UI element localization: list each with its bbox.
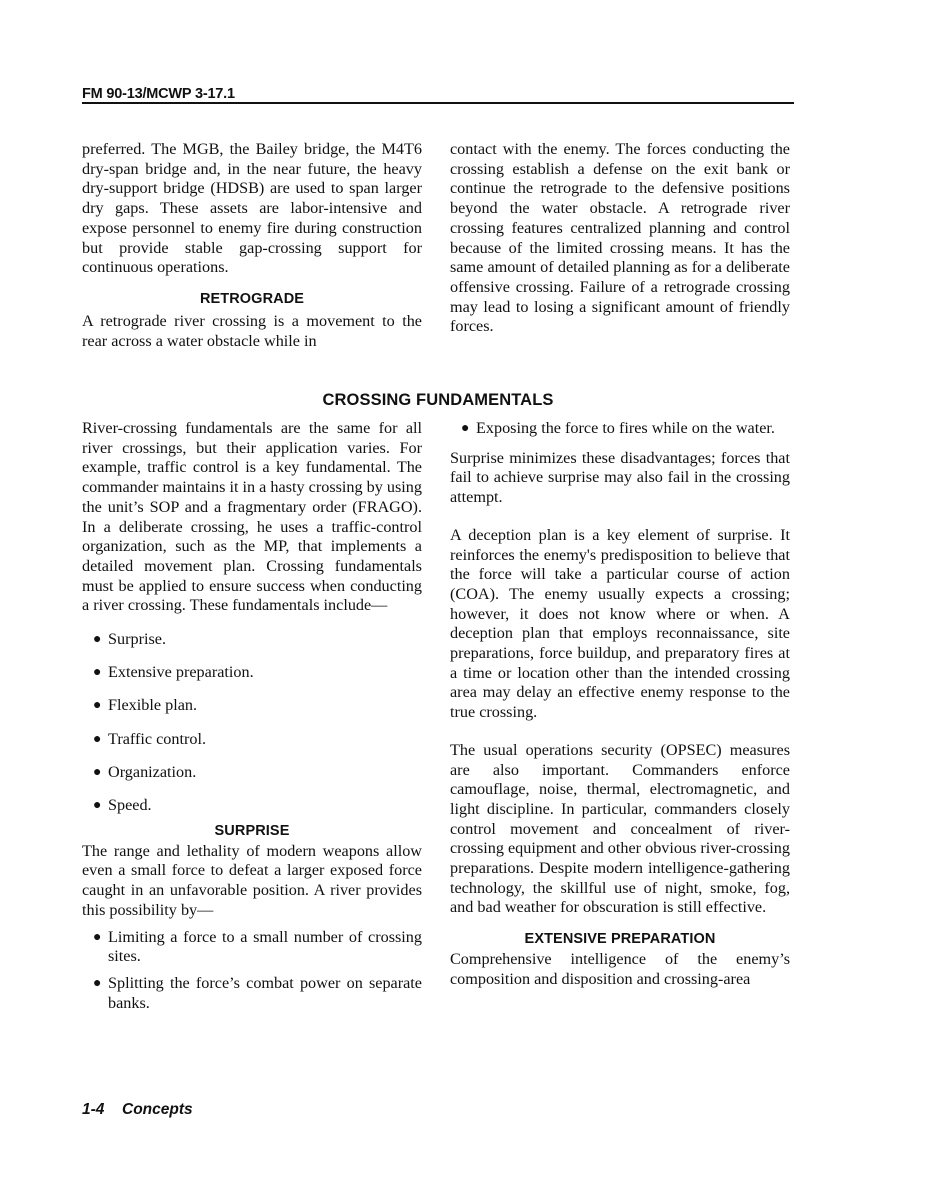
header-rule: [82, 102, 794, 104]
right-column-top: [450, 140, 790, 337]
paragraph-extensive-preparation: Comprehensive intelligence of the enemy’s composition and disposition and crossing-area: [450, 950, 790, 988]
list-item: ● Splitting the force’s combat power on separate banks.: [93, 973, 422, 1012]
list-item: ● Flexible plan.: [93, 696, 198, 715]
paragraph-retrograde: A retrograde river crossing is a movement to the rear across a water obstacle while in: [82, 311, 422, 350]
page-footer: [82, 1101, 193, 1119]
running-head: FM 90-13/MCWP 3-17.1: [82, 86, 235, 102]
bullet-icon: ●: [461, 421, 470, 436]
bullet-icon: ●: [93, 731, 102, 747]
bullet-icon: ●: [93, 929, 102, 945]
page-number: 1-4: [82, 1101, 105, 1118]
paragraph-bridges: preferred. The MGB, the Bailey bridge, the M4T6 dry-span bridge and, in the near future, the heavy dry-support bridge (HDSB) are used to span larger dry gaps. These assets are labor-intensive and expose personnel to enemy fire during construction but provide stable gap-crossing support for continuous operations.: [82, 140, 422, 277]
paragraph-deception: A deception plan is a key element of surprise. It reinforces the enemy's predisposition to believe that the force will take a particular course of action (COA). The enemy usually expects a crossing; however, it does not know where or when. A deception plan that employs reconnaissance, site preparations, force buildup, and preparatory fires at a time or location other than the intended crossing area may delay an effective enemy response to the true crossing.: [450, 525, 790, 722]
bullet-icon: ●: [93, 798, 102, 814]
paragraph-fundamentals-intro: River-crossing fundamentals are the same for all river crossings, but their application varies. For example, traffic control is a key fundamental. The commander maintains it in a hasty crossing by using the unit’s SOP and a fragmentary order (FRAGO). In a deliberate crossing, he uses a traffic-control organization, such as the MP, that implements a detailed movement plan. Crossing fundamentals must be applied to ensure success when conducting a river crossing. These fundamentals include—: [82, 419, 422, 615]
left-column-top: [82, 140, 422, 351]
bullet-icon: ●: [93, 632, 102, 648]
section-heading-crossing-fundamentals: CROSSING FUNDAMENTALS: [322, 391, 554, 409]
paragraph-surprise-minimizes: Surprise minimizes these disadvantages; forces that fail to achieve surprise may also fail in the crossing attempt.: [450, 448, 790, 507]
list-item: ● Speed.: [93, 796, 152, 815]
fundamentals-list: [82, 630, 422, 816]
chapter-title: Concepts: [122, 1101, 193, 1118]
bullet-icon: ●: [93, 764, 102, 780]
list-item: ● Organization.: [93, 762, 197, 781]
bullet-icon: ●: [93, 975, 102, 991]
paragraph-retrograde-continued: contact with the enemy. The forces conducting the crossing establish a defense on the exit bank or continue the retrograde to the defensive positions beyond the water obstacle. A retrograde river crossing features centralized planning and control because of the limited crossing means. It has the same amount of detailed planning as for a deliberate offensive crossing. Failure of a retrograde crossing may lead to losing a significant amount of friendly forces.: [450, 140, 790, 336]
list-item: ● Extensive preparation.: [93, 663, 254, 682]
list-item: ● Traffic control.: [93, 729, 207, 748]
surprise-list: [82, 928, 422, 1014]
list-item: ● Exposing the force to fires while on the water.: [461, 419, 775, 437]
left-column-bottom: [82, 419, 422, 1013]
heading-retrograde: RETROGRADE: [199, 290, 305, 307]
list-item: ● Surprise.: [93, 630, 166, 649]
paragraph-surprise: The range and lethality of modern weapons allow even a small force to defeat a larger exposed force caught in an unfavorable position. A river provides this possibility by—: [82, 841, 422, 919]
paragraph-opsec: The usual operations security (OPSEC) measures are also important. Commanders enforce camouflage, noise, thermal, electromagnetic, and light discipline. In particular, commanders closely control movement and concealment of river-crossing equipment and other obvious river-crossing preparations. Despite modern intelligence-gathering technology, the skillful use of night, smoke, fog, and bad weather for obscuration is still effective.: [450, 740, 790, 917]
surprise-list-continued: [450, 419, 790, 439]
heading-surprise: SURPRISE: [214, 822, 290, 839]
heading-extensive-preparation: EXTENSIVE PREPARATION: [524, 931, 716, 948]
right-column-bottom: [450, 419, 790, 990]
list-item: ● Limiting a force to a small number of crossing sites.: [93, 927, 422, 966]
bullet-icon: ●: [93, 698, 102, 714]
bullet-icon: ●: [93, 665, 102, 681]
